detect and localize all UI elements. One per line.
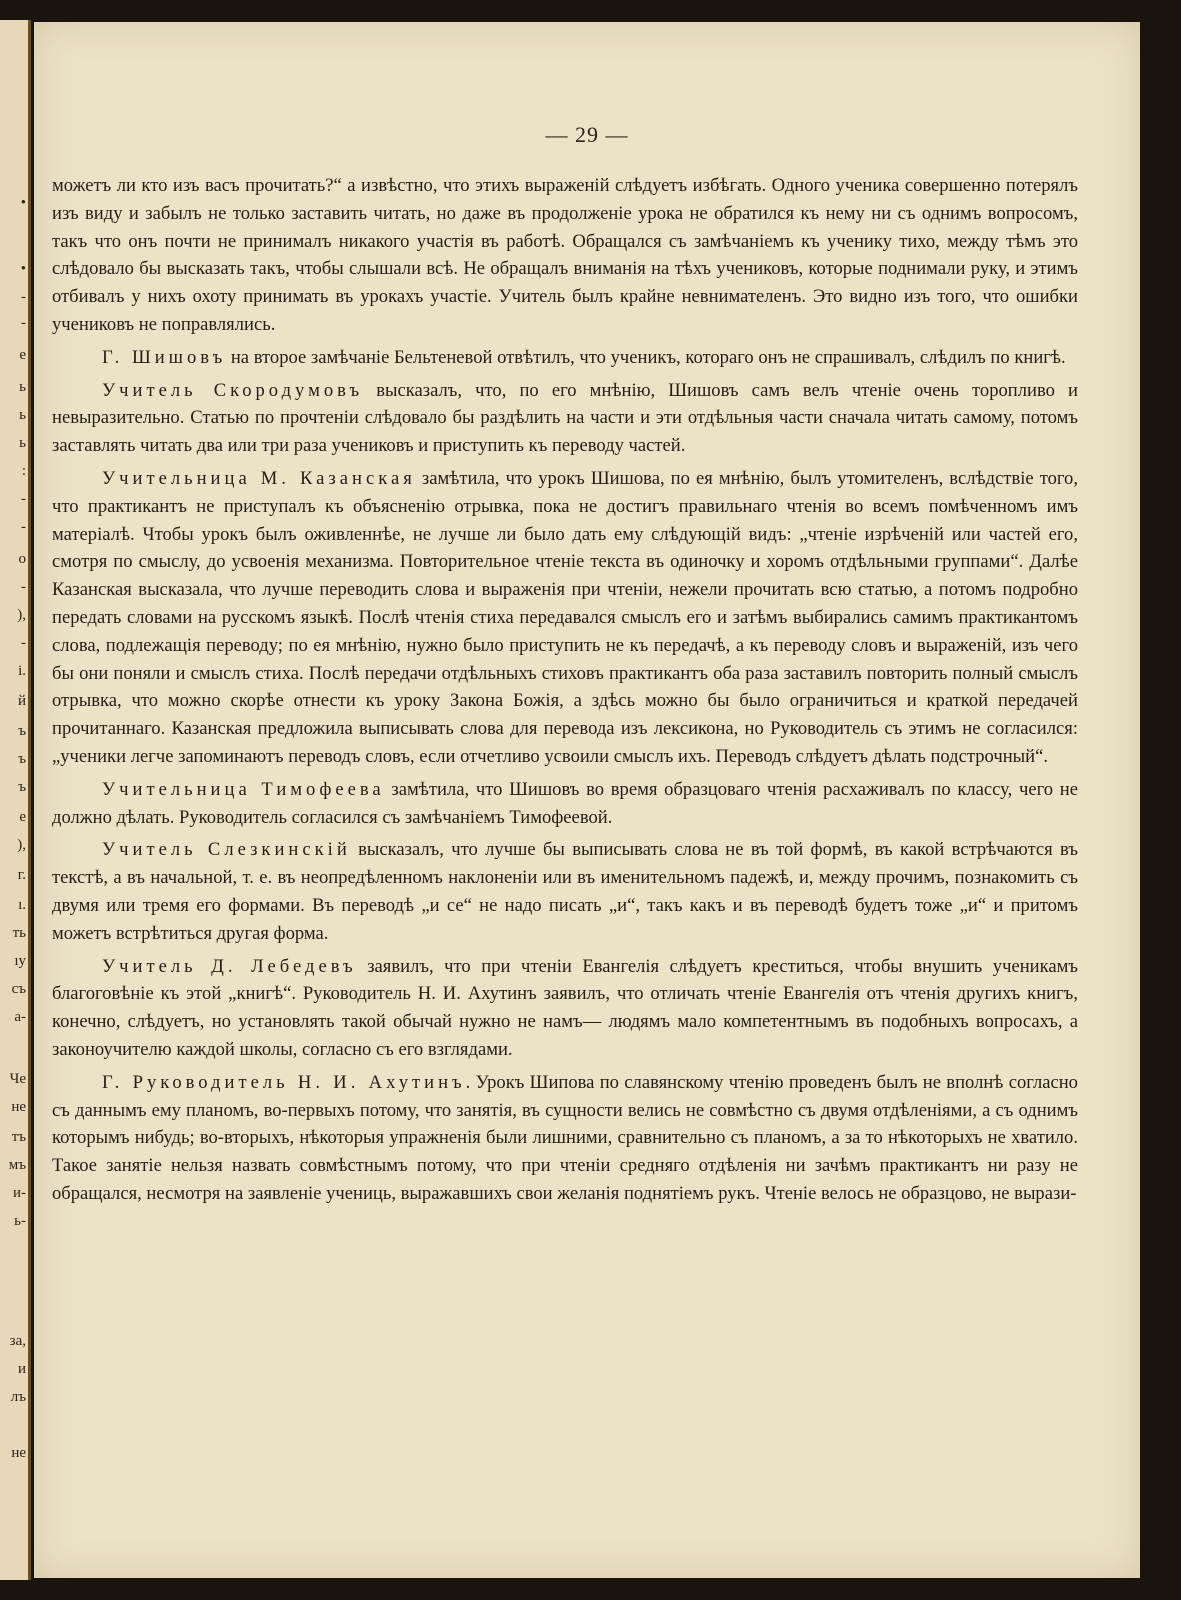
paragraph — [52, 377, 1078, 460]
adjacent-page-fragment: e — [19, 347, 26, 363]
adjacent-page-fragment: и- — [12, 1185, 26, 1201]
paragraph-text: . Урокъ Шипова по славянскому чтенію проведенъ былъ не вполнѣ согласно съ даннымъ ему планомъ, во-первыхъ потому, что занятія, въ сущности велись не совмѣстно съ двумя отдѣленіями, а съ однимъ которымъ нибудь; во-вторыхъ, нѣкоторыя упражненія были лишними, сравнительно съ планомъ, а за то нѣкоторыхъ не хватило. Такое занятіе нельзя назвать совмѣстнымъ потому, что при чтеніи средняго отдѣленія ни зачѣмъ практикантъ ни разу не обращался, несмотря на заявленіе учениць, выражавшихъ свои желанія поднятіемъ рукъ. Чтеніе велось не образцово, не вырази- — [52, 1071, 1078, 1204]
adjacent-page-fragment: i. — [18, 663, 26, 679]
paragraph-text: высказалъ, что, по его мнѣнію, Шишовъ самъ велъ чтеніе очень торопливо и невыразительно. Статью по прочтеніи слѣдовало бы раздѣлить на части и эти отдѣльныя части сначала читать самому, потомъ заставлять читать два или три раза учениковъ и приступить къ переводу частей. — [52, 379, 1079, 457]
paragraph — [52, 953, 1078, 1064]
paragraph — [52, 1069, 1078, 1208]
adjacent-page-fragment: не — [11, 1099, 26, 1115]
adjacent-page-fragment: a- — [14, 1009, 26, 1025]
paragraph — [52, 172, 1078, 339]
speaker-name: Г. Шишовъ — [102, 346, 227, 368]
adjacent-page-fragment: - — [21, 289, 26, 305]
adjacent-page-fragment: лъ — [10, 1389, 26, 1405]
adjacent-page-fragment: ь- — [14, 1213, 26, 1229]
speaker-name: Учитель Д. Лебедевъ — [102, 955, 357, 977]
paragraph — [52, 465, 1078, 771]
adjacent-page-fragment: съ — [11, 981, 26, 997]
adjacent-page-fragment: o — [18, 551, 26, 567]
adjacent-page-fragment: и — [17, 1361, 26, 1377]
adjacent-page-fragment: : — [21, 463, 26, 479]
paragraph — [52, 776, 1078, 832]
document-page — [34, 22, 1140, 1578]
adjacent-page-fragment: за, — [9, 1333, 26, 1349]
adjacent-page-fragment: г. — [17, 867, 26, 883]
paragraph-text: высказалъ, что лучше бы выписывать слова не въ той формѣ, въ какой встрѣчаются въ текстѣ, а въ начальной, т. е. въ неопредѣленномъ наклоненіи или въ именительномъ падежѣ, и, между прочимъ, познакомить съ двумя или тремя его формами. Въ переводѣ „и се“ не надо писать „и“, такъ какъ и въ переводѣ будетъ тоже „и“ и притомъ можетъ встрѣтиться другая форма. — [52, 839, 1078, 944]
adjacent-page-fragment: - — [21, 579, 26, 595]
adjacent-page-fragment: ть — [12, 925, 26, 941]
adjacent-page-edge — [0, 20, 31, 1580]
paragraph — [52, 344, 1078, 372]
speaker-name: Учитель Скородумовъ — [102, 379, 364, 401]
adjacent-page-fragment: ıу — [14, 953, 26, 969]
adjacent-page-fragment: - — [21, 519, 26, 535]
adjacent-page-fragment: • — [20, 195, 26, 211]
page-number: — 29 — — [545, 122, 629, 147]
paragraph — [52, 836, 1078, 947]
speaker-name: Учитель Слезкинскій — [102, 839, 351, 861]
adjacent-page-fragment: й — [17, 693, 26, 709]
paragraph-text: на второе замѣчаніе Бельтеневой отвѣтилъ, что ученикъ, котораго онъ не спрашивалъ, слѣдилъ по книгѣ. — [226, 346, 1066, 368]
speaker-name: Г. Руководитель Н. И. Ахутинъ — [102, 1071, 466, 1093]
adjacent-page-fragment: не — [11, 1445, 26, 1461]
adjacent-page-fragment: ь — [19, 407, 26, 423]
speaker-name: Учительница М. Казанская — [102, 467, 416, 489]
adjacent-page-fragment: e — [19, 809, 26, 825]
adjacent-page-fragment: ь — [19, 379, 26, 395]
adjacent-page-fragment: ı. — [18, 897, 26, 913]
paragraph-text: заявилъ, что при чтеніи Евангелія слѣдуетъ креститься, чтобы внушить ученикамъ благоговѣніе къ этой „книгѣ“. Руководитель Н. И. Ахутинъ заявилъ, что отличать чтеніе Евангелія отъ чтенія другихъ книгъ, конечно, слѣдуетъ, но установлять такой обычай нужно не намъ— людямъ мало компетентнымъ въ подобныхъ вопросахъ, а законоучителю каждой школы, согласно съ его взглядами. — [52, 955, 1078, 1060]
speaker-name: Учительница Тимофеева — [102, 778, 385, 800]
adjacent-page-fragment: ), — [17, 607, 26, 623]
adjacent-page-fragment: - — [21, 491, 26, 507]
body-text — [52, 172, 1078, 1213]
adjacent-page-fragment: ъ — [18, 751, 26, 767]
adjacent-page-fragment: ъ — [18, 723, 26, 739]
adjacent-page-fragment: тъ — [11, 1129, 26, 1145]
adjacent-page-fragment: ), — [17, 837, 26, 853]
adjacent-page-fragment: мъ — [8, 1157, 26, 1173]
adjacent-page-fragment: • — [20, 261, 26, 277]
paragraph-text: можетъ ли кто изъ васъ прочитать?“ а извѣстно, что этихъ выраженій слѣдуетъ избѣгать. Одного ученика совершенно потерялъ изъ виду и забылъ не только заставить читать, но даже въ продолженіе урока не обратился къ нему ни съ однимъ вопросомъ, такъ что онъ почти не принималъ никакого участія въ работѣ. Обращался съ замѣчаніемъ къ ученику тихо, между тѣмъ это слѣдовало бы высказать такъ, чтобы слышали всѣ. Не обращалъ вниманія на тѣхъ учениковъ, которые поднимали руку, и этимъ отбивалъ у нихъ охоту принимать въ урокахъ участіе. Учитель былъ крайне невнимателенъ. Это видно изъ того, что ошибки учениковъ не поправлялись. — [52, 175, 1078, 335]
adjacent-page-fragment: ь — [19, 435, 26, 451]
adjacent-page-fragment: Че — [9, 1071, 26, 1087]
adjacent-page-fragment: - — [21, 635, 26, 651]
adjacent-page-fragment: ъ — [18, 779, 26, 795]
paragraph-text: замѣтила, что урокъ Шишова, по ея мнѣнію, былъ утомителенъ, вслѣдствіе того, что практикантъ не приступалъ къ объясненію отрывка, пока не достигъ правильнаго чтенія во всемъ помѣченномъ имъ матеріалѣ. Чтобы урокъ былъ оживленнѣе, не лучше ли было дать ему слѣдующій видъ: „чтеніе изрѣченій или частей его, смотря по смыслу, до усвоенія механизма. Повторительное чтеніе текста въ одиночку и хоромъ отдѣльными группами“. Далѣе Казанская высказала, что лучше переводить слова и выраженія при чтеніи, нежели прочитать всю статью, а потомъ подробно передать словами на русскомъ языкѣ. Послѣ чтенія стиха передавался смыслъ его и затѣмъ выбирались самимъ практикантомъ слова, подлежащія переводу; по ея мнѣнію, нужно было приступить не къ передачѣ, а къ переводу словъ и выраженій, изъ чего бы они поняли и смыслъ стиха. Послѣ передачи отдѣльныхъ стиховъ практикантъ оба раза заставилъ повторить полный смыслъ отрывка, что можно скорѣе отнести къ уроку Закона Божія, а здѣсь можно бы было ограничиться и краткой передачей прочитаннаго. Казанская предложила выписывать слова для перевода изъ лексикона, но Руководитель съ этимъ не согласился: „ученики легче запоминаютъ переводъ словъ, если отчетливо усвоили смыслъ ихъ. Переводъ слѣдуетъ дѣлать подстрочный“. — [52, 467, 1078, 767]
paragraph-text: замѣтила, что Шишовъ во время образцоваго чтенія расхаживалъ по классу, чего не должно дѣлать. Руководитель согласился съ замѣчаніемъ Тимофеевой. — [52, 778, 1078, 828]
adjacent-page-fragment: - — [21, 315, 26, 331]
